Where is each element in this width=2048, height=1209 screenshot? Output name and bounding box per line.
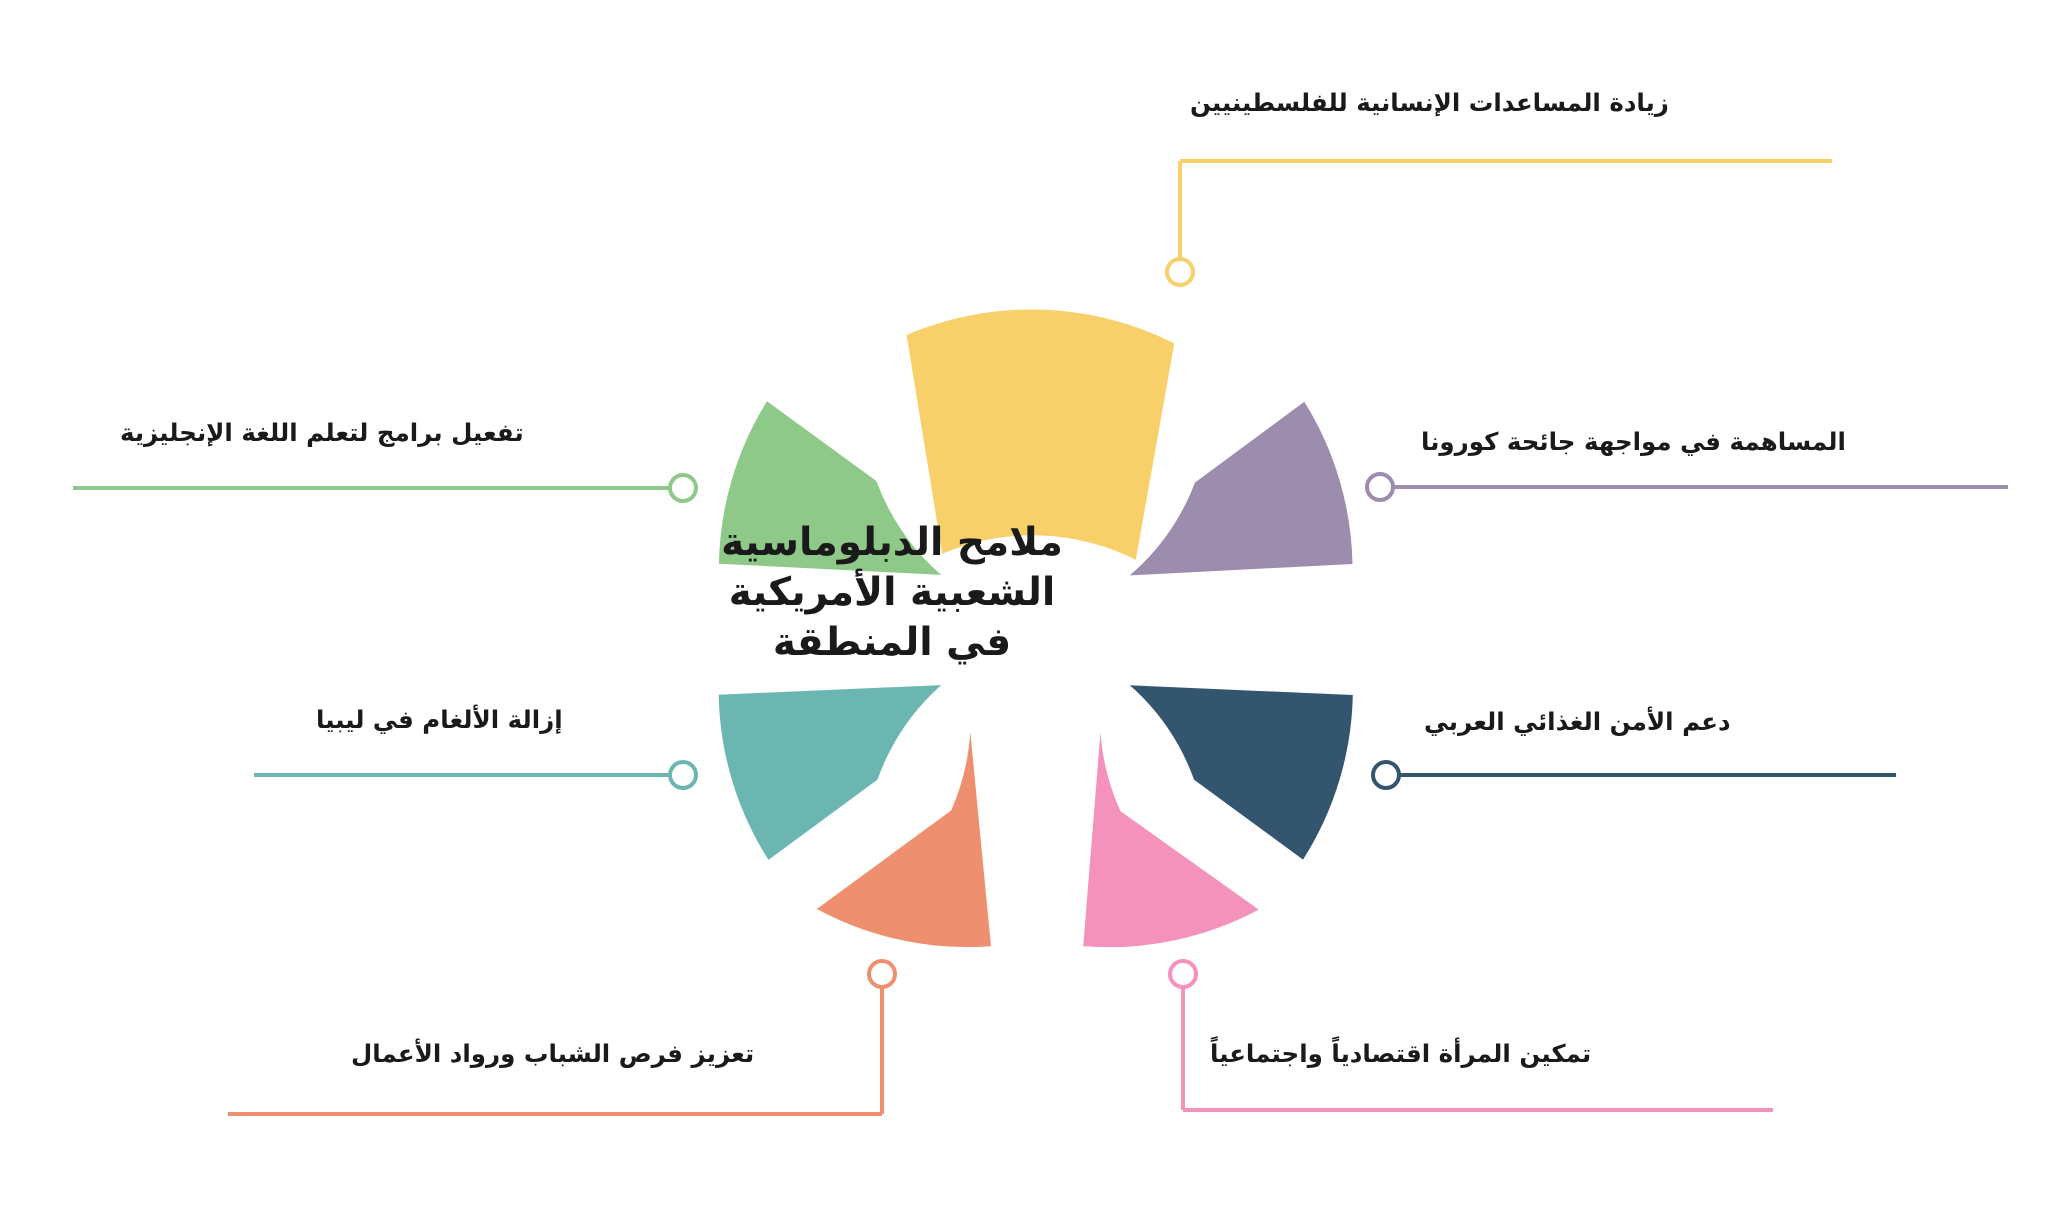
segment-corona-pandemic[interactable] <box>1130 402 1353 576</box>
connector-dot-5 <box>670 762 696 788</box>
segment-label-aid-palestinians: زيادة المساعدات الإنسانية للفلسطينيين <box>1190 88 1669 117</box>
segment-label-women-empowerment: تمكين المرأة اقتصادياً واجتماعياً <box>1210 1039 1592 1068</box>
connector-dot-6 <box>670 475 696 501</box>
diagram-center-title: ملامح الدبلوماسية الشعبية الأمريكية في المنطقة <box>721 520 1063 665</box>
connector-dot-0 <box>1167 259 1193 285</box>
segment-label-english-programs: تفعيل برامج لتعلم اللغة الإنجليزية <box>120 418 524 447</box>
segment-label-libya-demining: إزالة الألغام في ليبيا <box>316 705 563 734</box>
connector-dot-2 <box>1373 762 1399 788</box>
connector-dot-3 <box>1170 961 1196 987</box>
segment-arab-food-security[interactable] <box>1130 685 1353 859</box>
connector-dot-1 <box>1367 474 1393 500</box>
segment-label-corona-pandemic: المساهمة في مواجهة جائحة كورونا <box>1421 427 1846 456</box>
segment-label-arab-food-security: دعم الأمن الغذائي العربي <box>1424 707 1731 736</box>
connector-dot-4 <box>869 961 895 987</box>
segment-libya-demining[interactable] <box>719 685 942 860</box>
segment-label-youth-entrepreneurs: تعزيز فرص الشباب ورواد الأعمال <box>351 1039 755 1068</box>
